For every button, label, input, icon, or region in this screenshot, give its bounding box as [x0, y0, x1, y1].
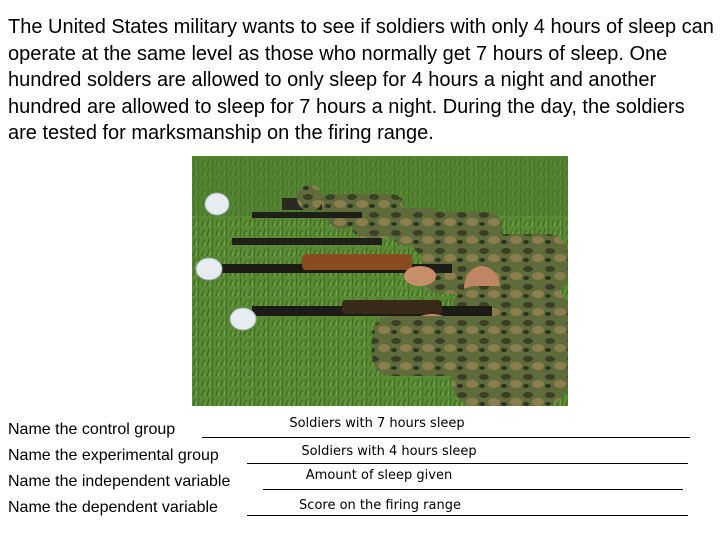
independent-variable-answer: Amount of sleep given: [305, 468, 453, 483]
experimental-group-label: Name the experimental group: [8, 447, 219, 464]
experimental-group-answer-line: [247, 463, 688, 464]
dependent-variable-answer: Score on the firing range: [299, 498, 461, 513]
soldiers-photo: [192, 156, 568, 406]
independent-variable-label: Name the independent variable: [8, 473, 231, 490]
independent-variable-answer-line: [263, 489, 683, 490]
control-group-answer-line: [202, 437, 690, 438]
control-group-answer: Soldiers with 7 hours sleep: [289, 416, 465, 431]
dependent-variable-label: Name the dependent variable: [8, 499, 218, 516]
question-text: The United States military wants to see if soldiers with only 4 hours of sleep can operate at the same level as those who normally get 7 hours of sleep. One hundred solders are allowed to only sleep for 4 hours a night and another hundred are allowed to sleep for 7 hours a night. During the day, the soldiers are tested for marksmanship on the firing range.: [8, 16, 714, 144]
experimental-group-answer: Soldiers with 4 hours sleep: [301, 444, 477, 459]
dependent-variable-answer-line: [247, 515, 688, 516]
control-group-label: Name the control group: [8, 421, 176, 438]
